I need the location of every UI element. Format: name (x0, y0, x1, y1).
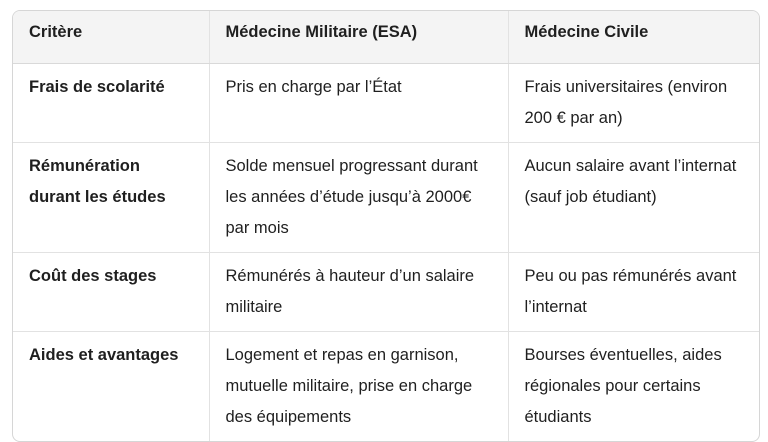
row-military-value: Solde mensuel progressant durant les années d’étude jusqu’à 2000€ par mois (209, 143, 508, 253)
table-row (13, 64, 759, 143)
header-civil-medicine: Médecine Civile (508, 11, 759, 64)
header-criterion: Critère (13, 11, 209, 64)
table-row (13, 143, 759, 253)
row-criterion: Aides et avantages (13, 332, 209, 442)
row-civil-value: Frais universitaires (environ 200 € par an) (508, 64, 759, 143)
row-civil-value: Peu ou pas rémunérés avant l’internat (508, 253, 759, 332)
row-military-value: Logement et repas en garnison, mutuelle militaire, prise en charge des équipements (209, 332, 508, 442)
row-civil-value: Bourses éventuelles, aides régionales pour certains étudiants (524, 346, 722, 426)
table-row (13, 332, 759, 442)
header-row (13, 11, 759, 64)
table-row (13, 253, 759, 332)
row-criterion: Frais de scolarité (13, 64, 209, 143)
table-body (13, 64, 759, 442)
row-criterion: Coût des stages (13, 253, 209, 332)
row-civil-value: Aucun salaire avant l’internat (sauf job étudiant) (508, 143, 759, 253)
row-military-value: Rémunérés à hauteur d’un salaire militaire (209, 253, 508, 332)
comparison-table-container (12, 10, 760, 442)
row-military-value: Pris en charge par l’État (209, 64, 508, 143)
header-military-medicine: Médecine Militaire (ESA) (209, 11, 508, 64)
table-header (13, 11, 759, 64)
row-criterion: Rémunération durant les études (13, 143, 209, 253)
comparison-table (13, 11, 759, 441)
